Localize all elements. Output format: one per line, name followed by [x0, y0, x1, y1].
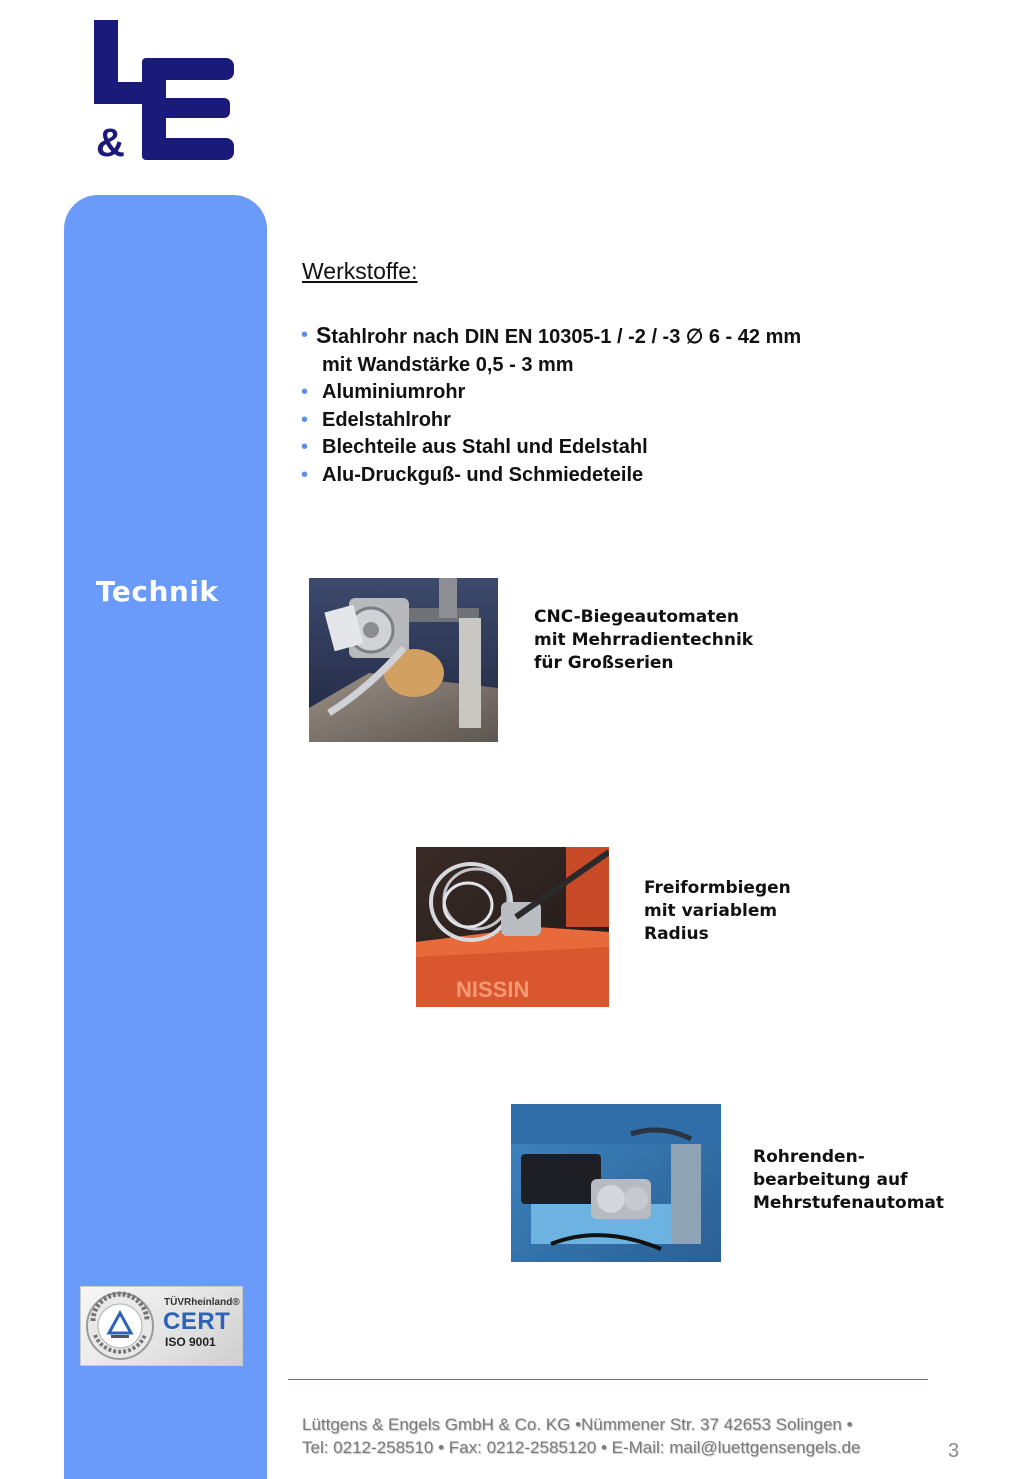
caption-line: Mehrstufenautomat [753, 1193, 945, 1213]
tuv-seal-icon [85, 1291, 155, 1361]
materials-heading: Werkstoffe: [302, 258, 418, 284]
cnc-bending-machine-photo [309, 578, 498, 742]
caption-line: Freiformbiegen [644, 878, 791, 898]
caption-line: mit Mehrradientechnik [534, 630, 754, 650]
materials-item-continuation: mit Wandstärke 0,5 - 3 mm [322, 353, 574, 376]
footer-divider [288, 1379, 928, 1380]
freeform-bending-photo [416, 847, 609, 1007]
footer-address-line: Lüttgens & Engels GmbH & Co. KG •Nümmener Str. 37 42653 Solingen • [302, 1415, 853, 1434]
photo-caption-freeform [644, 877, 791, 946]
caption-line: für Großserien [534, 653, 674, 673]
photo-caption-tube-end [753, 1146, 944, 1215]
caption-line: mit variablem [644, 901, 778, 921]
le-logo-mark [92, 18, 237, 163]
page-number: 3 [948, 1440, 960, 1462]
cert-standard: ISO 9001 [165, 1335, 216, 1349]
caption-line: Rohrenden- [753, 1147, 865, 1167]
materials-item-text: Blechteile aus Stahl und Edelstahl [322, 436, 648, 458]
machine-lettering: NISSIN [456, 977, 530, 1002]
footer-contact [302, 1413, 860, 1459]
materials-item-sheet-metal [300, 434, 801, 462]
tuv-cert-badge [80, 1286, 243, 1366]
sidebar-title: Technik [96, 575, 219, 608]
materials-item-text: tahlrohr nach DIN EN 10305-1 / -2 / -3 ∅ 6 - 42 mm [331, 326, 802, 348]
bullet-icon: • [301, 408, 309, 431]
caption-line: bearbeitung auf [753, 1170, 908, 1190]
bullet-icon: • [301, 381, 309, 403]
materials-item-initial: S [316, 322, 332, 348]
photo-caption-cnc [534, 606, 753, 675]
bullet-icon: • [301, 463, 309, 486]
footer-contact-line: Tel: 0212-258510 • Fax: 0212-2585120 • E-Mail: mail@luettgensengels.de [302, 1438, 861, 1457]
ampersand-glyph: & [96, 121, 125, 163]
materials-item-text: Alu-Druckguß- und Schmiedeteile [322, 463, 644, 486]
company-logo [92, 18, 237, 163]
materials-item-text: Edelstahlrohr [322, 408, 451, 431]
bullet-icon: • [301, 324, 309, 346]
materials-item-text: Aluminiumrohr [322, 381, 466, 403]
caption-line: CNC-Biegeautomaten [534, 607, 739, 627]
cert-label: CERT [163, 1308, 231, 1335]
materials-item-stainless-tube [300, 407, 801, 435]
materials-list [300, 322, 801, 489]
tube-end-machining-photo [511, 1104, 721, 1262]
cert-brand: TÜVRheinland® [164, 1297, 240, 1308]
materials-item-aluminium-tube [300, 379, 801, 407]
materials-item-steel-tube [300, 322, 801, 379]
materials-item-die-cast [300, 462, 801, 490]
caption-line: Radius [644, 924, 709, 944]
bullet-icon: • [301, 436, 309, 458]
